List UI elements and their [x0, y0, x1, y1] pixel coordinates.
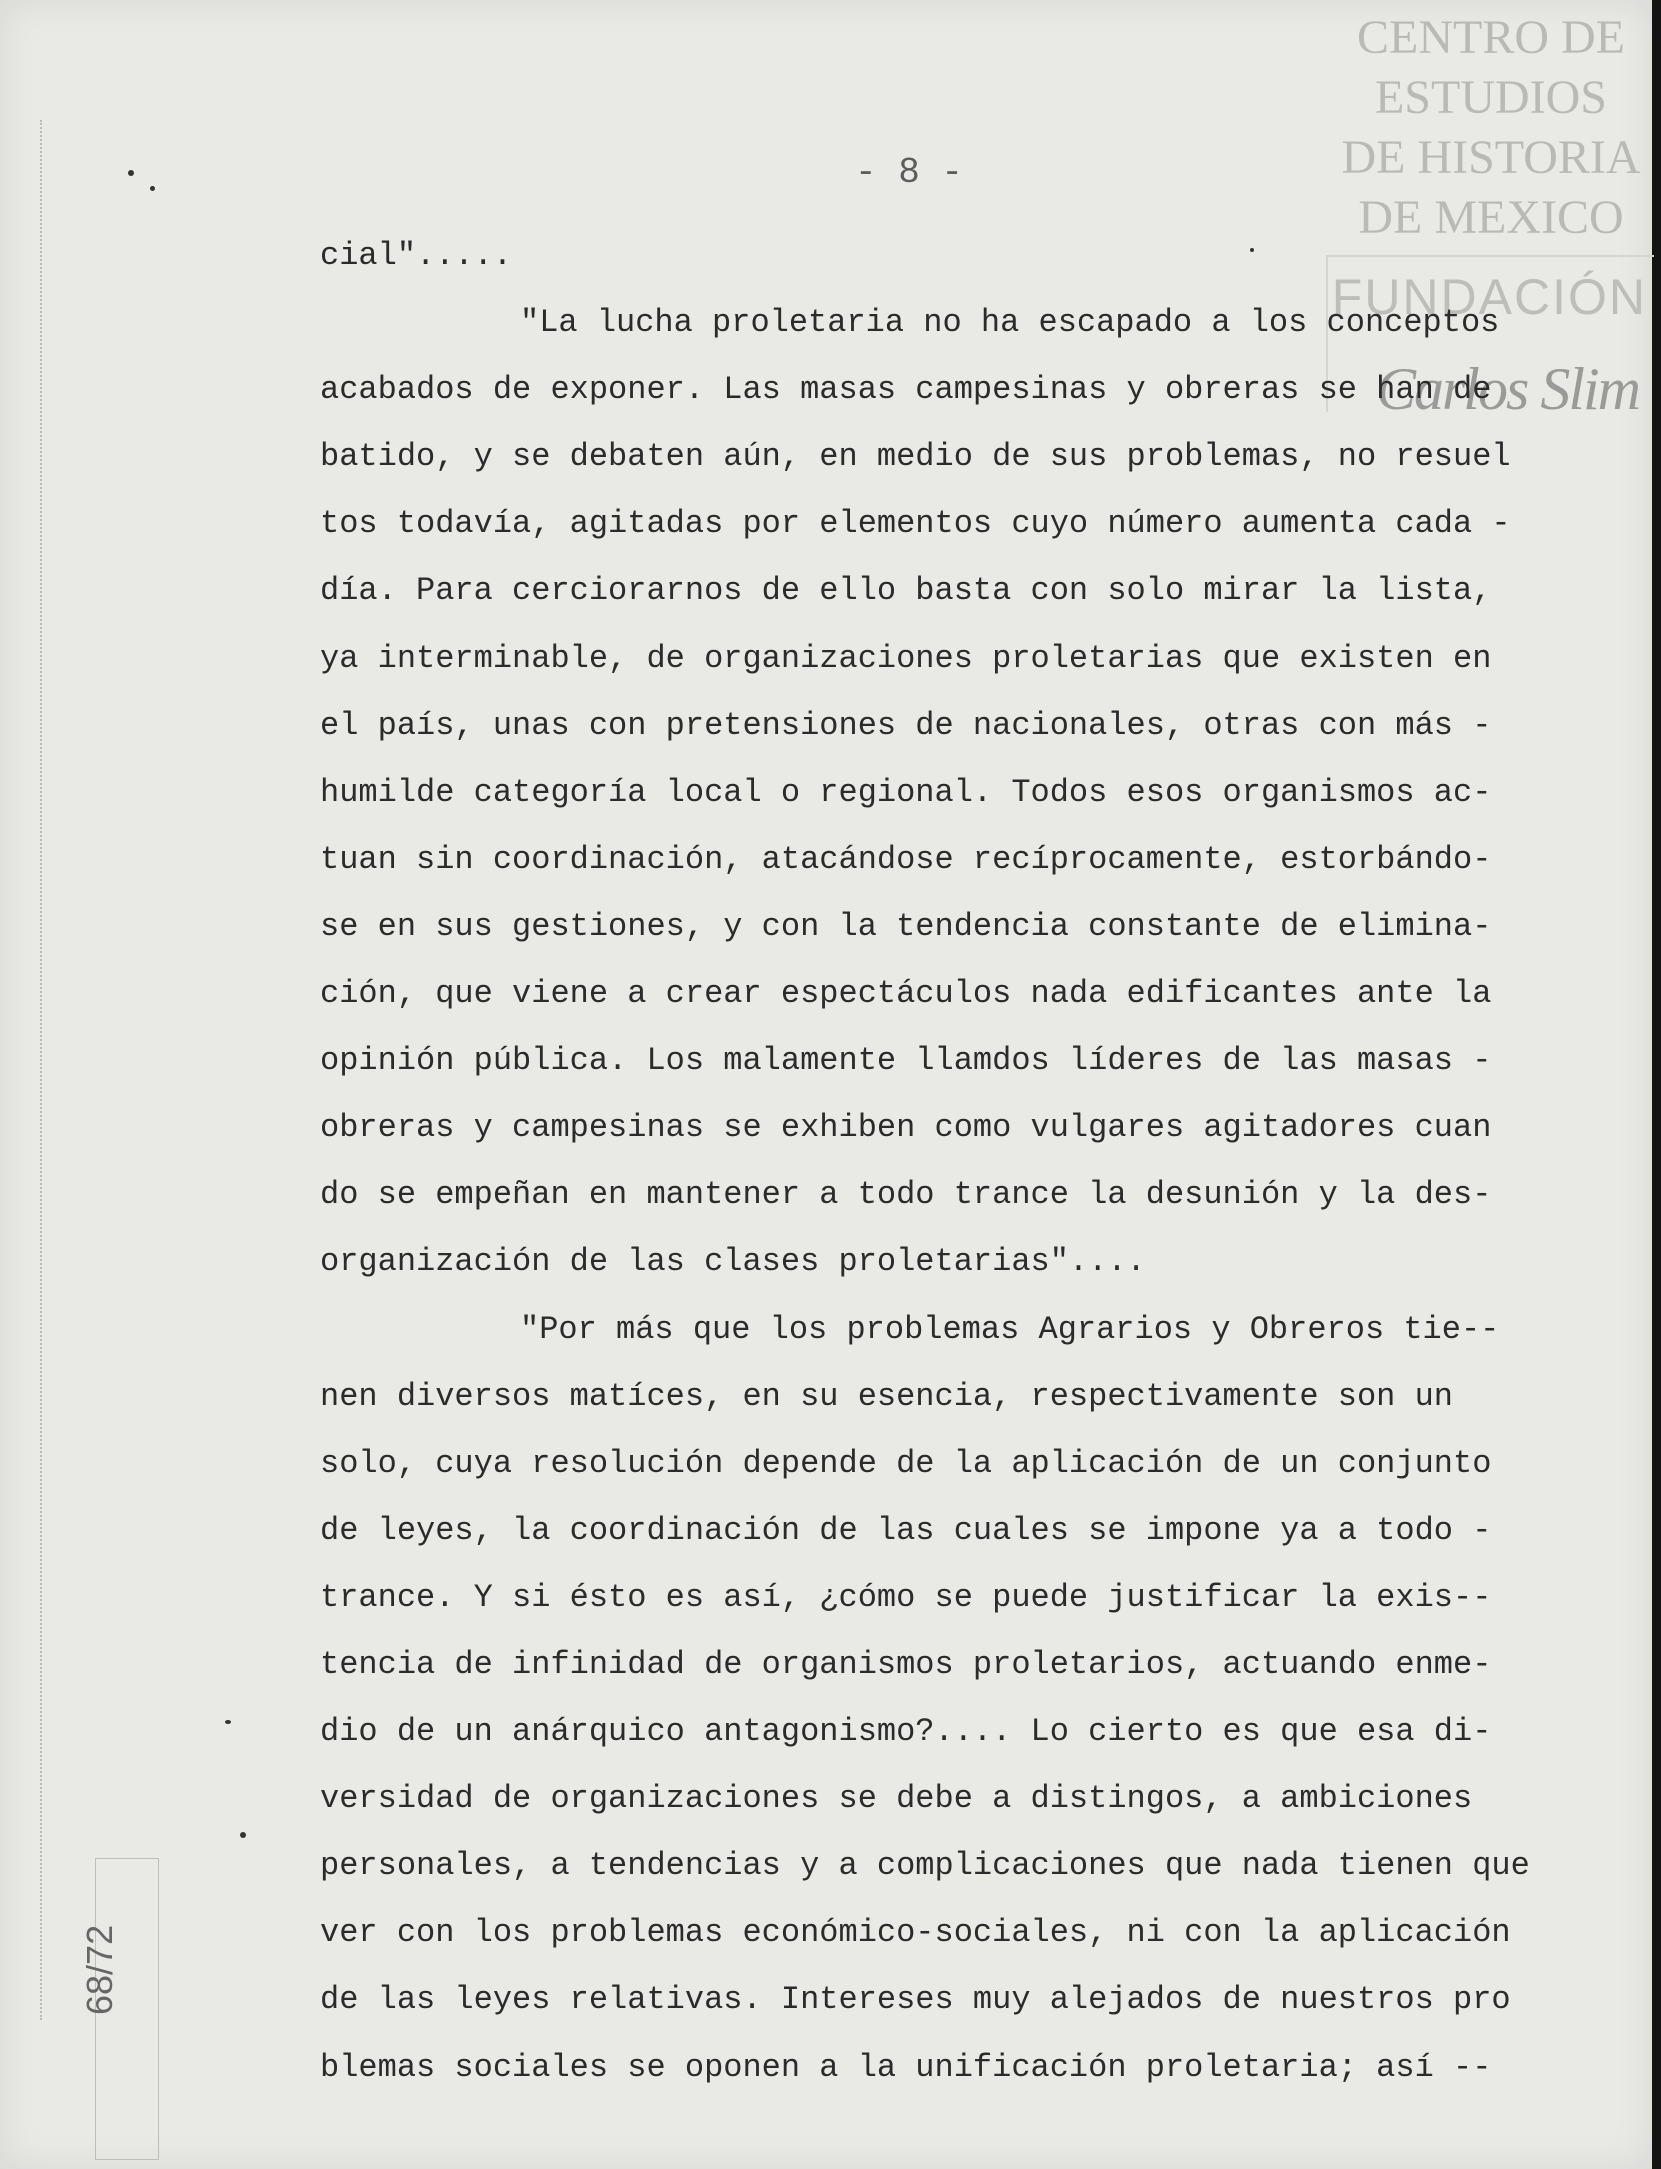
- text-line: dio de un anárquico antagonismo?.... Lo cierto es que esa di-: [320, 1713, 1492, 1751]
- scan-speck: [128, 170, 134, 176]
- margin-guide: [40, 120, 42, 2020]
- scan-speck: [225, 1720, 231, 1724]
- text-line: tuan sin coordinación, atacándose recíprocamente, estorbándo-: [320, 840, 1492, 878]
- text-line: nen diversos matíces, en su esencia, respectivamente son un: [320, 1377, 1453, 1415]
- stamp-line: ESTUDIOS: [1374, 71, 1607, 124]
- text-line: ción, que viene a crear espectáculos nada edificantes ante la: [320, 975, 1492, 1013]
- scan-speck: [1250, 248, 1254, 252]
- stamp-signature: Carlos Slim: [1375, 356, 1639, 422]
- text-line: batido, y se debaten aún, en medio de sus problemas, no resuel: [320, 438, 1511, 476]
- text-line: se en sus gestiones, y con la tendencia constante de elimina-: [320, 907, 1492, 945]
- text-line: opinión pública. Los malamente llamdos líderes de las masas -: [320, 1042, 1492, 1080]
- text-line: do se empeñan en mantener a todo trance la desunión y la des-: [320, 1176, 1492, 1214]
- text-line: de las leyes relativas. Intereses muy alejados de nuestros pro: [320, 1981, 1511, 2019]
- text-line: versidad de organizaciones se debe a distingos, a ambiciones: [320, 1780, 1473, 1818]
- text-line: cial".....: [320, 237, 513, 274]
- text-line: ya interminable, de organizaciones proletarias que existen en: [320, 639, 1492, 677]
- document-body: [320, 222, 1580, 2101]
- text-line: el país, unas con pretensiones de nacionales, otras con más -: [320, 706, 1492, 744]
- scan-speck: [240, 1832, 246, 1838]
- text-line: "Por más que los problemas Agrarios y Obreros tie--: [520, 1310, 1500, 1348]
- text-line: ver con los problemas económico-sociales, ni con la aplicación: [320, 1914, 1511, 1952]
- archive-stamp: [1341, 8, 1641, 248]
- text-line: personales, a tendencias y a complicaciones que nada tienen que: [320, 1847, 1530, 1885]
- text-line: solo, cuya resolución depende de la aplicación de un conjunto: [320, 1444, 1492, 1482]
- text-line: tencia de infinidad de organismos proletarios, actuando enme-: [320, 1645, 1492, 1683]
- stamp-line: DE HISTORIA: [1341, 131, 1641, 184]
- text-line: obreras y campesinas se exhiben como vulgares agitadores cuan: [320, 1109, 1492, 1147]
- page-number: - 8 -: [855, 152, 964, 193]
- stamp-foundation: FUNDACIÓN: [1331, 269, 1647, 325]
- stamp-line: DE MEXICO: [1358, 191, 1624, 244]
- text-line: "La lucha proletaria no ha escapado a los conceptos: [520, 304, 1500, 342]
- text-line: trance. Y si ésto es así, ¿cómo se puede justificar la exis--: [320, 1578, 1492, 1616]
- text-line: acabados de exponer. Las masas campesinas y obreras se han de: [320, 371, 1492, 409]
- text-line: blemas sociales se oponen a la unificación proletaria; así --: [320, 2048, 1492, 2086]
- text-line: tos todavía, agitadas por elementos cuyo número aumenta cada -: [320, 505, 1511, 543]
- text-line: organización de las clases proletarias"....: [320, 1243, 1146, 1281]
- text-line: de leyes, la coordinación de las cuales se impone ya a todo -: [320, 1511, 1492, 1549]
- text-line: humilde categoría local o regional. Todos esos organismos ac-: [320, 773, 1492, 811]
- scan-speck: [150, 186, 155, 191]
- archive-code: 68/72: [79, 1924, 120, 2015]
- text-line: día. Para cerciorarnos de ello basta con solo mirar la lista,: [320, 572, 1492, 610]
- stamp-line: CENTRO DE: [1357, 11, 1625, 64]
